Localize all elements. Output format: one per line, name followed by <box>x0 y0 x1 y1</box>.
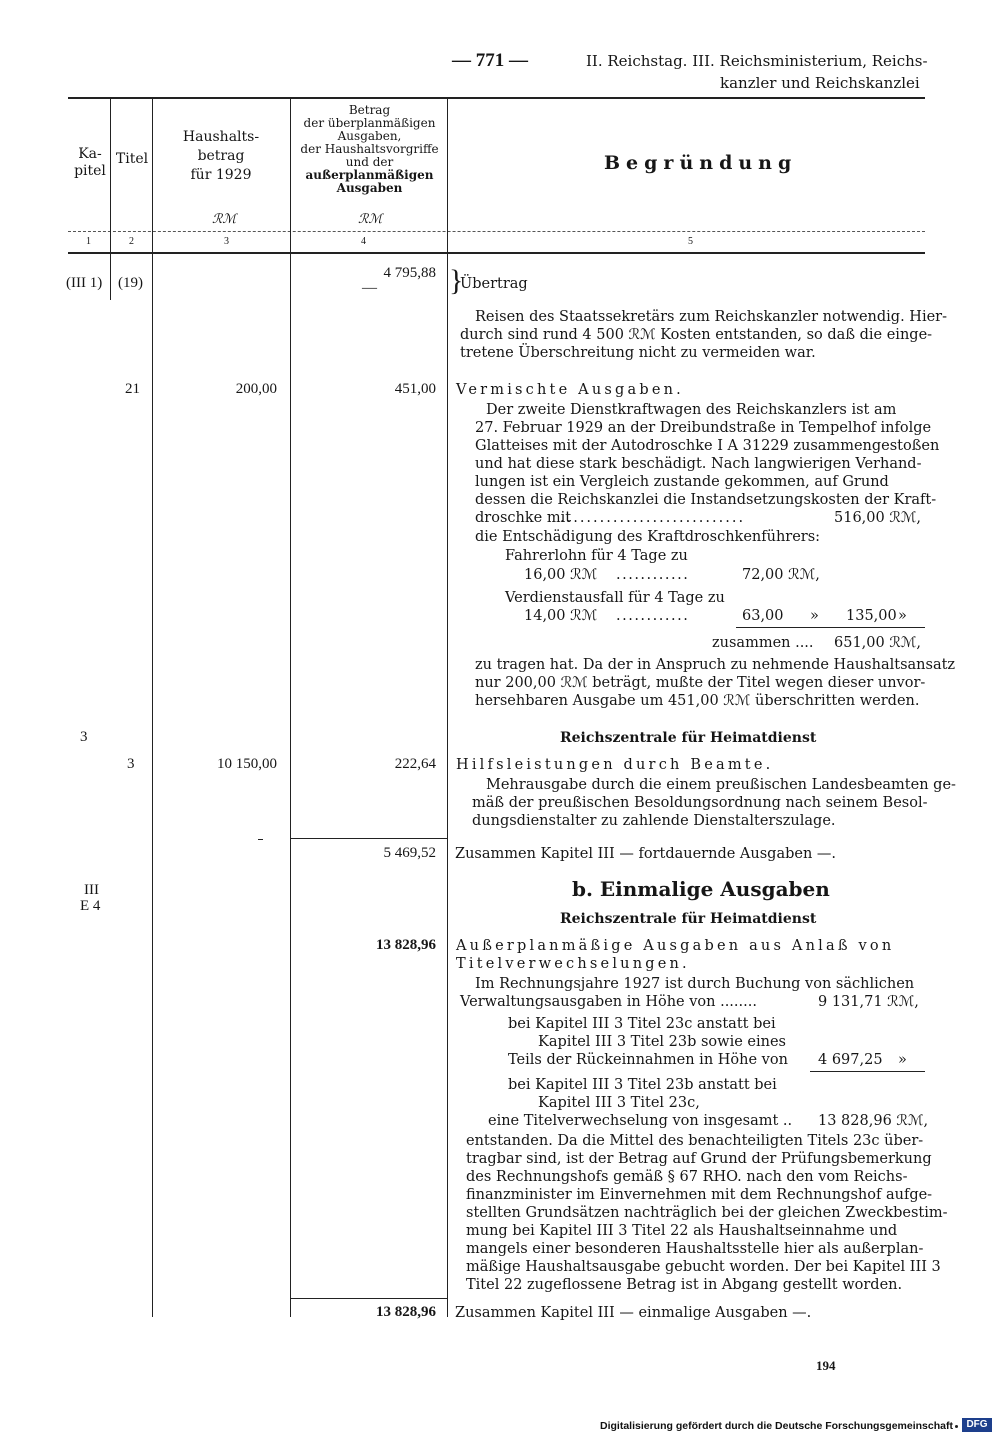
row1-dash: — <box>362 280 377 296</box>
verm-line7-dots: ............................ <box>560 510 746 526</box>
sum1-betrag: 5 469,52 <box>383 845 436 861</box>
auss-line12: finanzminister im Einvernehmen mit dem Rechnungshof aufge- <box>466 1187 933 1203</box>
header-kapitel: Ka- pitel <box>74 146 106 179</box>
verm-line12-value: 63,00 <box>742 608 784 624</box>
row3-kapitel: 3 <box>80 729 88 745</box>
header-haushalt: Haushalts- betrag für 1929 <box>182 129 260 183</box>
ausserplan-title1: Außerplanmäßige Ausgaben aus Anlaß von <box>456 938 895 954</box>
col-divider-4 <box>447 97 448 1317</box>
auss-line17: Titel 22 zugeflossene Betrag ist in Abgang gestellt worden. <box>466 1277 903 1293</box>
page-number: — 771 — <box>452 50 528 71</box>
sum2-rule <box>290 1298 447 1299</box>
auss-line10: tragbar sind, ist der Betrag auf Grund der Prüfungsbemerkung <box>466 1151 932 1167</box>
auss-line3: bei Kapitel III 3 Titel 23c anstatt bei <box>508 1016 776 1032</box>
hilfs-line1: Mehrausgabe durch die einem preußischen Landesbeamten ge- <box>486 777 956 793</box>
auss-line16: mäßige Haushaltsausgabe gebucht worden. Der bei Kapitel III 3 <box>466 1259 941 1275</box>
verm-line13: zusammen .... <box>712 635 814 651</box>
sum-rule-2 <box>810 1071 925 1072</box>
col-divider-3 <box>290 97 291 1317</box>
verm-line7: droschke mit <box>475 510 572 526</box>
verm-line12-sum: 135,00 <box>846 608 897 624</box>
row2-betrag: 451,00 <box>394 381 436 397</box>
reisen-line1: Reisen des Staatssekretärs zum Reichskanzler notwendig. Hier- <box>475 309 947 325</box>
auss-line5: Teils der Rückeinnahmen in Höhe von <box>508 1052 788 1068</box>
verm-line12-quote: » <box>810 608 819 624</box>
verm-line10-value: 72,00 ℛℳ, <box>742 567 820 583</box>
hilfs-line2: mäß der preußischen Besoldungsordnung nach seinem Besol- <box>472 795 928 811</box>
header-titel: Titel <box>115 151 149 167</box>
verm-line7-value: 516,00 ℛℳ, <box>834 510 922 526</box>
verm-line15: nur 200,00 ℛℳ beträgt, mußte der Titel wegen dieser unvor- <box>475 675 926 691</box>
header-betrag-l5: und der <box>345 155 394 169</box>
row1-kapitel: (III 1) <box>66 275 103 291</box>
verm-line1: Der zweite Dienstkraftwagen des Reichskanzlers ist am <box>486 402 897 418</box>
sum2-betrag: 13 828,96 <box>376 1304 436 1320</box>
reichszentrale-heading-1: Reichszentrale für Heimatdienst <box>560 730 817 746</box>
reisen-line3: tretene Überschreitung nicht zu vermeiden war. <box>460 345 816 361</box>
header-betrag-l6: außerplanmäßigen <box>305 168 434 182</box>
verm-line4: und hat diese stark beschädigt. Nach langwierigen Verhand- <box>475 456 922 472</box>
verm-line8: die Entschädigung des Kraftdroschkenführers: <box>475 529 821 545</box>
auss-line14: mung bei Kapitel III 3 Titel 22 als Haushaltseinnahme und <box>466 1223 898 1239</box>
auss-line9: entstanden. Da die Mittel des benachteiligten Titels 23c über- <box>466 1133 924 1149</box>
col-divider-2 <box>152 97 153 1317</box>
row4-betrag: 13 828,96 <box>376 937 436 953</box>
verm-line6: dessen die Reichskanzlei die Instandsetzungskosten der Kraft- <box>475 492 937 508</box>
row1-titel: (19) <box>118 275 143 291</box>
row2-haushalt: 200,00 <box>235 381 277 397</box>
brace: } <box>449 264 464 297</box>
col-number-3: 3 <box>224 236 229 247</box>
verm-line5: lungen ist ein Vergleich zustande gekommen, auf Grund <box>475 474 889 490</box>
verm-line12-dots: ............ <box>616 608 690 624</box>
auss-line8: eine Titelverwechselung von insgesamt .. <box>488 1113 793 1129</box>
header-betrag-l2: der überplanmäßigen <box>303 116 436 130</box>
verm-line12-quote2: » <box>898 608 907 624</box>
table-top-rule <box>68 97 925 99</box>
auss-line8-value: 13 828,96 ℛℳ, <box>818 1113 929 1129</box>
header-betrag-l4: der Haushaltsvorgriffe <box>300 142 439 156</box>
sum2-text: Zusammen Kapitel III — einmalige Ausgaben —. <box>455 1305 812 1321</box>
col-divider-1 <box>110 97 111 300</box>
header-betrag-l1: Betrag <box>348 103 391 117</box>
column-number-rule <box>68 231 925 232</box>
sum1-rule <box>290 838 447 839</box>
header-begruendung: Begründung <box>604 152 798 174</box>
auss-line5-value: 4 697,25 <box>818 1052 883 1068</box>
running-title-line1: II. Reichstag. III. Reichsministerium, Reichs- <box>586 52 928 70</box>
auss-line5-quote: » <box>898 1052 907 1068</box>
col-number-5: 5 <box>688 236 693 247</box>
auss-line2-value: 9 131,71 ℛℳ, <box>818 994 919 1010</box>
reichszentrale-heading-2: Reichszentrale für Heimatdienst <box>560 911 817 927</box>
row1-betrag: 4 795,88 <box>383 265 436 281</box>
dfg-logo: DFG <box>962 1418 992 1432</box>
verm-line2: 27. Februar 1929 an der Dreibundstraße in Tempelhof infolge <box>475 420 932 436</box>
row3-titel: 3 <box>127 756 135 772</box>
stray-mark <box>258 839 263 840</box>
sheet-number: 194 <box>816 1358 836 1373</box>
col-number-2: 2 <box>129 236 134 247</box>
hilfsleistungen-title: Hilfsleistungen durch Beamte. <box>456 757 774 773</box>
auss-line7: Kapitel III 3 Titel 23c, <box>538 1095 700 1111</box>
dfg-note: Digitalisierung gefördert durch die Deutsche Forschungsgemeinschaft <box>600 1420 953 1432</box>
footer-dot <box>955 1425 958 1428</box>
verm-line13-value: 651,00 ℛℳ, <box>834 635 922 651</box>
auss-line6: bei Kapitel III 3 Titel 23b anstatt bei <box>508 1077 777 1093</box>
verm-line10: 16,00 ℛℳ <box>524 567 598 583</box>
header-betrag-l7: Ausgaben <box>336 181 403 195</box>
row4-kapitel-line1: III <box>84 882 99 898</box>
sum1-text: Zusammen Kapitel III — fortdauernde Ausgaben —. <box>455 846 837 862</box>
auss-line11: des Rechnungshofs gemäß § 67 RHO. nach den vom Reichs- <box>466 1169 908 1185</box>
verm-line3: Glatteises mit der Autodroschke I A 31229 zusammengestoßen <box>475 438 940 454</box>
row3-haushalt: 10 150,00 <box>217 756 277 772</box>
col-number-1: 1 <box>86 236 91 247</box>
auss-line13: stellten Grundsätzen nachträglich bei der gleichen Zweckbestim- <box>466 1205 948 1221</box>
verm-line12: 14,00 ℛℳ <box>524 608 598 624</box>
auss-line1: Im Rechnungsjahre 1927 ist durch Buchung von sächlichen <box>475 976 915 992</box>
running-title-line2: kanzler und Reichskanzlei <box>720 74 920 92</box>
auss-line2: Verwaltungsausgaben in Höhe von ........ <box>460 994 757 1010</box>
einmalige-heading: b. Einmalige Ausgaben <box>572 877 830 901</box>
header-bottom-rule <box>68 252 925 254</box>
header-betrag <box>292 104 447 195</box>
row4-kapitel-line2: E 4 <box>80 898 101 914</box>
uebertrag-label: Übertrag <box>460 276 528 292</box>
verm-line9: Fahrerlohn für 4 Tage zu <box>505 548 688 564</box>
vermischte-title: Vermischte Ausgaben. <box>456 382 684 398</box>
verm-line14: zu tragen hat. Da der in Anspruch zu nehmende Haushaltsansatz <box>475 657 956 673</box>
row3-betrag: 222,64 <box>394 756 436 772</box>
currency-col3: ℛℳ <box>212 212 237 227</box>
auss-line15: mangels einer besonderen Haushaltsstelle hier als außerplan- <box>466 1241 924 1257</box>
reisen-line2: durch sind rund 4 500 ℛℳ Kosten entstanden, so daß die einge- <box>460 327 933 343</box>
header-betrag-l3: Ausgaben, <box>337 129 402 143</box>
verm-line11: Verdienstausfall für 4 Tage zu <box>505 590 725 606</box>
sum-rule-1 <box>736 627 925 628</box>
verm-line10-dots: ............ <box>616 567 690 583</box>
col-number-4: 4 <box>361 236 366 247</box>
verm-line16: hersehbaren Ausgabe um 451,00 ℛℳ überschritten werden. <box>475 693 920 709</box>
ausserplan-title2: Titelverwechselungen. <box>456 956 690 972</box>
auss-line4: Kapitel III 3 Titel 23b sowie eines <box>538 1034 786 1050</box>
hilfs-line3: dungsdienstalter zu zahlende Dienstalterszulage. <box>472 813 836 829</box>
currency-col4: ℛℳ <box>358 212 383 227</box>
row2-titel: 21 <box>125 381 140 397</box>
